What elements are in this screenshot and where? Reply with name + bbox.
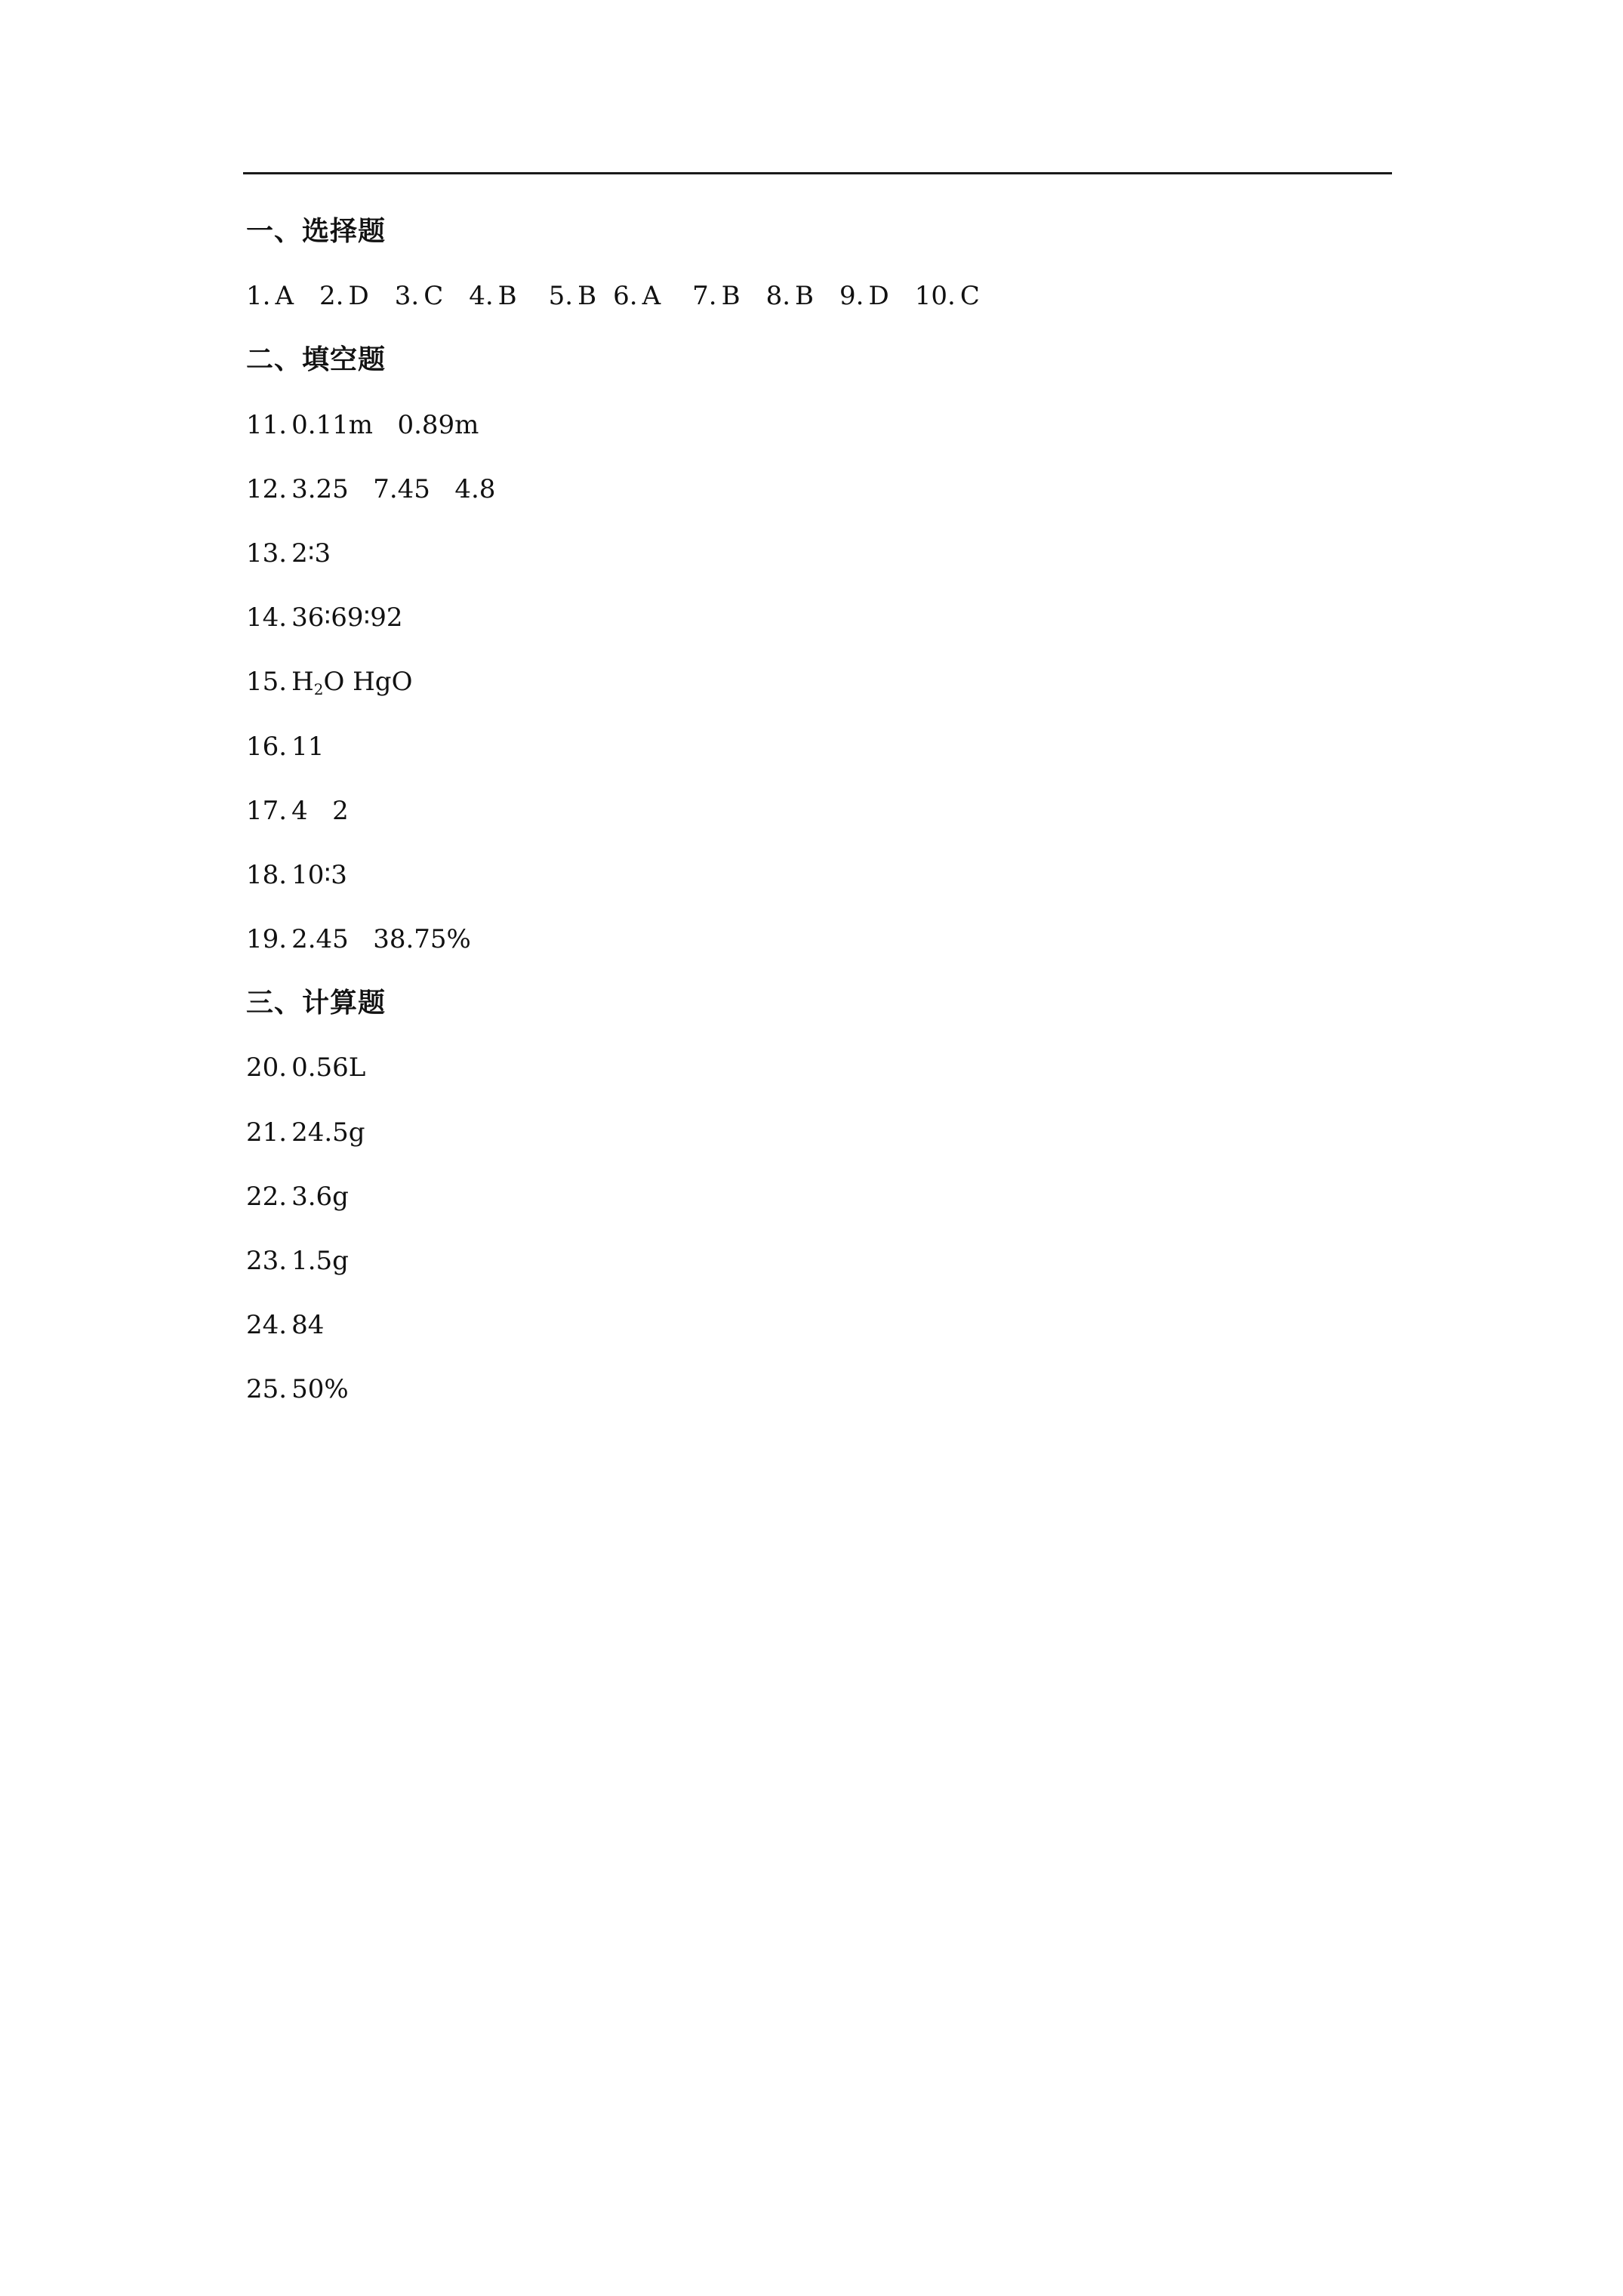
answer-value: 2∶3 — [291, 538, 331, 569]
answer-line — [246, 1170, 1378, 1234]
question-number: 8. — [765, 281, 791, 312]
answer-value: C — [423, 281, 444, 312]
formula-part: O HgO — [323, 667, 413, 698]
choice-answer — [915, 270, 980, 322]
question-number: 16. — [246, 731, 288, 762]
answer-value: 11 — [291, 731, 325, 762]
answer-line — [246, 527, 1378, 591]
question-number: 18. — [246, 859, 288, 890]
question-number: 17. — [246, 795, 288, 826]
answer-value: 3.6g — [291, 1181, 349, 1212]
answer-value: 24.5g — [291, 1117, 365, 1148]
question-number: 24. — [246, 1310, 288, 1341]
answer-value: B — [497, 281, 517, 312]
header-rule — [243, 172, 1392, 174]
answer-value: 84 — [291, 1310, 325, 1341]
answer-line — [246, 1299, 1378, 1363]
answer-value: 36∶69∶92 — [291, 603, 403, 633]
question-number: 4. — [469, 281, 494, 312]
answer-line — [246, 1041, 1378, 1105]
choice-answer — [839, 270, 889, 322]
answer-line — [246, 591, 1378, 655]
question-number: 7. — [692, 281, 717, 312]
answer-line — [246, 463, 1378, 527]
question-number: 25. — [246, 1374, 288, 1405]
answer-value: A — [642, 281, 661, 312]
answer-sheet — [246, 205, 1378, 1428]
answer-value: A — [275, 281, 294, 312]
formula-subscript: 2 — [313, 680, 324, 699]
chemical-formula-answer — [291, 667, 412, 697]
section-heading-calc: 三、计算题 — [246, 988, 387, 1019]
question-number: 20. — [246, 1052, 288, 1083]
answer-value: 10∶3 — [291, 859, 347, 890]
question-number: 9. — [839, 281, 864, 312]
question-number: 22. — [246, 1181, 288, 1212]
answer-value: 1.5g — [291, 1246, 349, 1276]
choice-answer — [469, 270, 516, 322]
answer-value: B — [795, 281, 815, 312]
answer-line — [246, 399, 1378, 463]
question-number: 21. — [246, 1117, 288, 1148]
answer-line — [246, 784, 1378, 849]
question-number: 19. — [246, 924, 288, 955]
question-number: 13. — [246, 538, 288, 569]
answer-line — [246, 720, 1378, 784]
answer-line — [246, 849, 1378, 913]
answer-value: B — [577, 281, 597, 312]
choice-answer — [549, 270, 596, 322]
answer-value: 3.25 7.45 4.8 — [291, 473, 496, 504]
choice-answer — [319, 270, 369, 322]
choice-answer — [613, 270, 661, 322]
question-number: 5. — [548, 281, 574, 312]
choice-answer — [395, 270, 443, 322]
answer-line — [246, 1363, 1378, 1427]
answer-value: 2.45 38.75% — [291, 924, 471, 955]
answer-value: 4 2 — [291, 795, 349, 826]
choice-answer — [246, 270, 294, 322]
answer-value: C — [959, 281, 980, 312]
question-number: 11. — [246, 409, 288, 440]
answer-value: B — [721, 281, 741, 312]
section-heading-fill: 二、填空题 — [246, 344, 387, 376]
question-number: 2. — [319, 281, 344, 312]
question-number: 1. — [246, 281, 271, 312]
question-number: 23. — [246, 1246, 288, 1276]
answer-line — [246, 655, 1378, 720]
question-number: 15. — [246, 667, 288, 698]
question-number: 10. — [914, 281, 956, 312]
answer-line — [246, 1234, 1378, 1299]
answer-value: D — [868, 281, 889, 312]
answer-value: 0.11m 0.89m — [291, 409, 479, 440]
answer-line — [246, 913, 1378, 977]
question-number: 14. — [246, 603, 288, 633]
choice-answer — [766, 270, 814, 322]
question-number: 3. — [394, 281, 420, 312]
answer-line — [246, 1106, 1378, 1170]
section-heading-choice: 一、选择题 — [246, 216, 387, 247]
answer-value: 0.56L — [291, 1052, 366, 1083]
answer-value: 50% — [291, 1374, 349, 1405]
question-number: 12. — [246, 473, 288, 504]
choice-answers-row — [246, 270, 1378, 334]
formula-part: H — [291, 667, 314, 698]
question-number: 6. — [613, 281, 638, 312]
choice-answer — [692, 270, 740, 322]
answer-value: D — [348, 281, 369, 312]
